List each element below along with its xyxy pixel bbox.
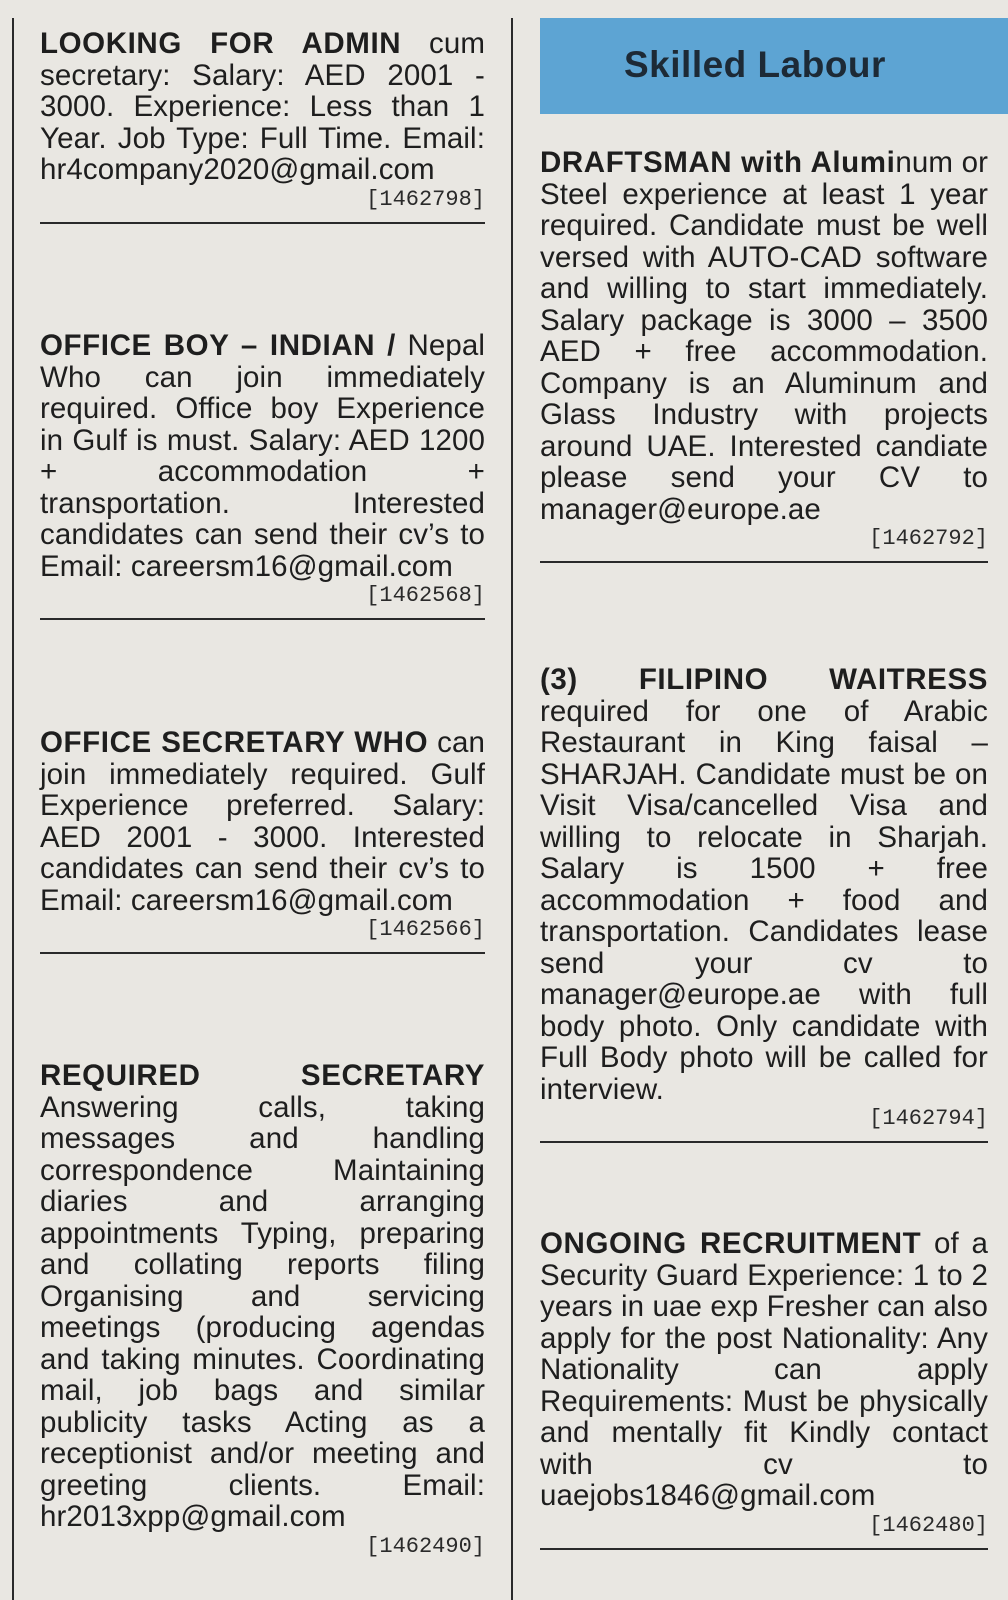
ad-heading: REQUIRED SECRETARY bbox=[40, 1059, 485, 1092]
section-title: Skilled Labour bbox=[624, 44, 886, 85]
ad-body: of a Security Guard Experience: 1 to 2 years in uae exp Fresher can also apply for the post Nationality: Any Nationality can apply Requirements: Must be physically and mentally fit Kindly contact with cv to uaejobs1846@gmail.com bbox=[540, 1227, 988, 1512]
classified-ad-required-secretary bbox=[40, 1060, 485, 1559]
ad-heading: ONGOING RECRUITMENT bbox=[540, 1227, 922, 1260]
ad-text bbox=[540, 147, 988, 525]
classified-ad-ongoing-recruitment bbox=[540, 1228, 988, 1550]
ad-heading: OFFICE BOY – INDIAN / bbox=[40, 329, 396, 362]
ad-reference-number: [1462490] bbox=[366, 1533, 485, 1559]
ad-text bbox=[540, 664, 988, 1105]
ad-divider bbox=[40, 952, 485, 954]
ad-reference-number: [1462792] bbox=[869, 526, 988, 551]
ad-divider bbox=[540, 1141, 988, 1143]
ad-divider bbox=[40, 222, 485, 224]
classified-ad-draftsman bbox=[540, 147, 988, 563]
ad-divider bbox=[40, 618, 485, 620]
ad-text bbox=[40, 28, 485, 186]
ad-heading: OFFICE SECRETARY WHO bbox=[40, 726, 429, 759]
ad-text bbox=[40, 727, 485, 916]
classified-ad-office-boy bbox=[40, 330, 485, 620]
ad-heading: (3) FILIPINO WAITRESS bbox=[540, 663, 988, 696]
ad-body: required for one of Arabic Restaurant in King faisal – SHARJAH. Candidate must be on Visit Visa/cancelled Visa and willing to relocate in Sharjah. Salary is 1500 + free accommodation + food and transportation. Candidates lease send your cv to manager@europe.ae with full body photo. Only candidate with Full Body photo will be called for interview. bbox=[540, 694, 988, 1106]
column-rule-left bbox=[12, 18, 14, 1600]
ad-text bbox=[540, 1228, 988, 1512]
ad-body: num or Steel experience at least 1 year required. Candidate must be well versed with AUTO-CAD software and willing to start immediately. Salary package is 3000 – 3500 AED + free accommodation. Company is an Aluminum and Glass Industry with projects around UAE. Interested candiate please send your CV to manager@europe.ae bbox=[540, 146, 988, 526]
ad-body: Nepal Who can join immediately required. Office boy Experience in Gulf is must. Salary: AED 1200 + accommodation + transportation. Interested candidates can send their cv’s to Email: careersm16@gmail.com bbox=[40, 329, 486, 583]
ad-reference-number: [1462568] bbox=[366, 583, 485, 608]
ad-body: cum secretary: Salary: AED 2001 - 3000. Experience: Less than 1 Year. Job Type: Full Time. Email: hr4company2020@gmail.com bbox=[40, 27, 485, 186]
ad-reference-number: [1462798] bbox=[366, 186, 485, 212]
ad-reference-number: [1462794] bbox=[869, 1106, 988, 1131]
classified-ad-filipino-waitress bbox=[540, 664, 988, 1143]
ad-reference-number: [1462566] bbox=[366, 917, 485, 942]
ad-body: can join immediately required. Gulf Experience preferred. Salary: AED 2001 - 3000. Interested candidates can send their cv’s to Email: careersm16@gmail.com bbox=[40, 726, 485, 917]
ad-reference-number: [1462480] bbox=[869, 1512, 988, 1538]
classified-ad-admin-secretary bbox=[40, 28, 485, 224]
classified-ad-office-secretary bbox=[40, 727, 485, 954]
ad-divider bbox=[540, 561, 988, 563]
ad-heading: LOOKING FOR ADMIN bbox=[40, 27, 402, 60]
section-header bbox=[540, 18, 1008, 114]
column-rule-middle bbox=[511, 18, 513, 1600]
ad-body: Answering calls, taking messages and handling correspondence Maintaining diaries and arranging appointments Typing, preparing and collating reports filing Organising and servicing meetings (producing agendas and taking minutes. Coordinating mail, job bags and similar publicity tasks Acting as a receptionist and/or meeting and greeting clients. Email: hr2013xpp@gmail.com bbox=[40, 1090, 485, 1533]
ad-divider bbox=[540, 1548, 988, 1550]
ad-heading: DRAFTSMAN with Alumi bbox=[540, 146, 896, 179]
ad-text bbox=[40, 1060, 485, 1533]
ad-text bbox=[40, 330, 485, 582]
